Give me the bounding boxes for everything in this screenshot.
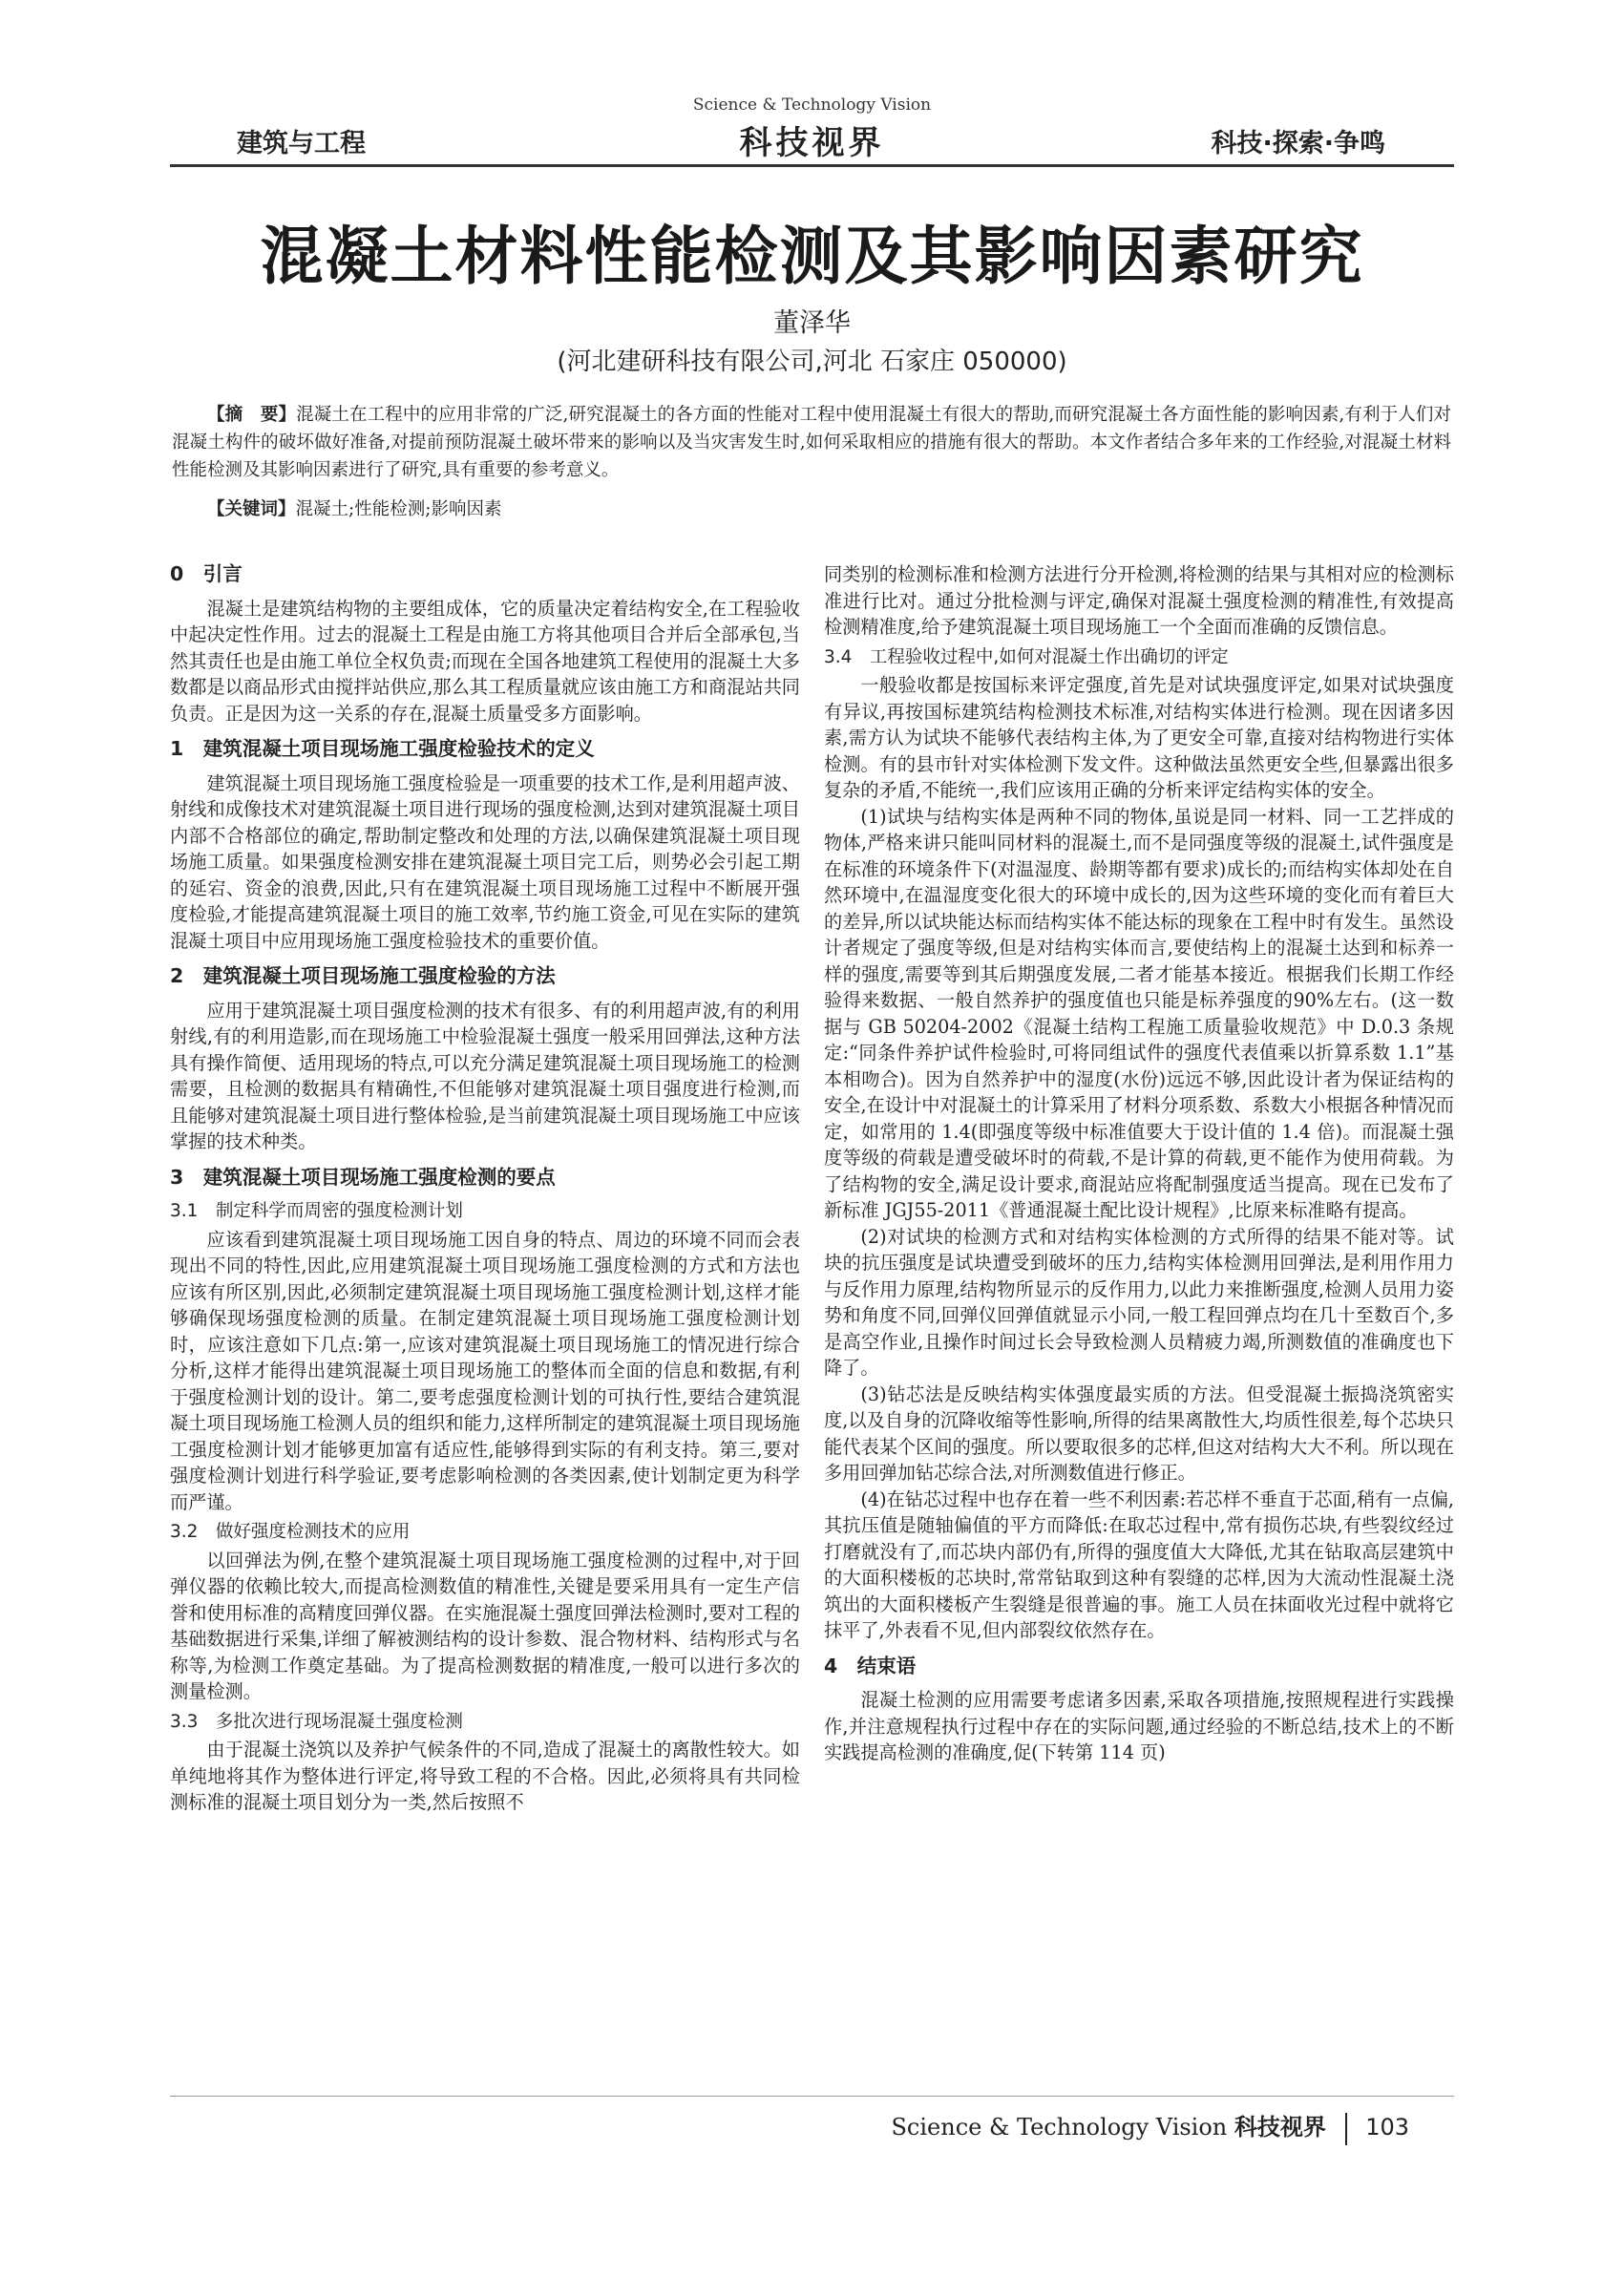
abstract-text: 混凝土在工程中的应用非常的广泛,研究混凝土的各方面的性能对工程中使用混凝土有很大的帮助,而研究混凝土各方面性能的影响因素,有利于人们对混凝土构件的破坏做好准备,对提前预防混凝土破坏带来的影响以及当灾害发生时,如何采取相应的措施有很大的帮助。本文作者结合多年来的工作经验,对混凝土材料性能检测及其影响因素进行了研究,具有重要的参考意义。 — [172, 405, 1451, 480]
paragraph: 混凝土检测的应用需要考虑诸多因素,采取各项措施,按照规程进行实践操作,并注意规程执行过程中存在的实际问题,通过经验的不断总结,技术上的不断实践提高检测的准确度,促(下转第 114 页) — [824, 1689, 1454, 1763]
paragraph: 一般验收都是按国标来评定强度,首先是对试块强度评定,如果对试块强度有异议,再按国标建筑结构检测技术标准,对结构实体进行检测。现在因诸多因素,需方认为试块不能够代表结构主体,为了更安全可靠,直接对结构物进行实体检测。有的县市针对实体检测下发文件。这种做法虽然更安全些,但暴露出很多复杂的矛盾,不能统一,我们应该用正确的分析来评定结构实体的安全。 — [824, 674, 1454, 801]
section-heading: 2 建筑混凝土项目现场施工强度检验的方法 — [170, 964, 556, 987]
paragraph: 应该看到建筑混凝土项目现场施工因自身的特点、周边的环境不同而会表现出不同的特性,因此,应用建筑混凝土项目现场施工强度检测的方式和方法也应该有所区别,因此,必须制定建筑混凝土项目现场施工强度检测计划,这样才能够确保现场强度检测的质量。在制定建筑混凝土项目现场施工强度检测计划时，应该注意如下几点:第一,应该对建筑混凝土项目现场施工的情况进行综合分析,这样才能得出建筑混凝土项目现场施工的整体而全面的信息和数据,有利于强度检测计划的设计。第二,要考虑强度检测计划的可执行性,要结合建筑混凝土项目现场施工检测人员的组织和能力,这样所制定的建筑混凝土项目现场施工强度检测计划才能够更加富有适应性,能够得到实际的有利支持。第三,要对强度检测计划进行科学验证,要考虑影响检测的各类因素,使计划制定更为科学而严谨。 — [170, 1228, 800, 1513]
header-journal-cn: 科技视界 — [739, 124, 885, 162]
paragraph: (2)对试块的检测方式和对结构实体检测的方式所得的结果不能对等。试块的抗压强度是试块遭受到破坏的压力,结构实体检测用回弹法,是利用作用力与反作用力原理,结构物所显示的反作用力,以此力来推断强度,检测人员用力姿势和角度不同,回弹仪回弹值就显示小同,一般工程回弹点均在几十至数百个,多是高空作业,且操作时间过长会导致检测人员精疲力竭,所测数值的准确度也下降了。 — [824, 1225, 1454, 1379]
page-footer — [891, 2108, 1409, 2145]
paragraph: (3)钻芯法是反映结构实体强度最实质的方法。但受混凝土振捣浇筑密实度,以及自身的沉降收缩等性影响,所得的结果离散性大,均质性很差,每个芯块只能代表某个区间的强度。所以要取很多的芯样,但这对结构大大不利。所以现在多用回弹加钻芯综合法,对所测数值进行修正。 — [824, 1382, 1454, 1484]
footer-rule — [170, 2096, 1454, 2097]
keywords — [172, 496, 1451, 523]
header-journal-en: Science & Technology Vision — [692, 95, 932, 115]
paragraph: 应用于建筑混凝土项目强度检测的技术有很多、有的利用超声波,有的利用射线,有的利用造影,而在现场施工中检验混凝土强度一般采用回弹法,这种方法具有操作简便、适用现场的特点,可以充分满足建筑混凝土项目现场施工的检测需要，且检测的数据具有精确性,不但能够对建筑混凝土项目强度进行检测,而且能够对建筑混凝土项目进行整体检验,是当前建筑混凝土项目现场施工中应该掌握的技术种类。 — [170, 999, 800, 1152]
keywords-text: 混凝土;性能检测;影响因素 — [295, 499, 502, 519]
header-rule — [170, 164, 1454, 167]
paragraph: 以回弹法为例,在整个建筑混凝土项目现场施工强度检测的过程中,对于回弹仪器的依赖比较大,而提高检测数值的精准性,关键是要采用具有一定生产信誉和使用标准的高精度回弹仪器。在实施混凝土强度回弹法检测时,要对工程的基础数据进行采集,详细了解被测结构的设计参数、混合物材料、结构形式与名称等,为检测工作奠定基础。为了提高检测数据的精准度,一般可以进行多次的测量检测。 — [170, 1549, 800, 1702]
section-heading: 0 引言 — [170, 562, 243, 585]
paragraph: 混凝土是建筑结构物的主要组成体，它的质量决定着结构安全,在工程验收中起决定性作用。过去的混凝土工程是由施工方将其他项目合并后全部承包,当然其责任也是由施工单位全权负责;而现在全国各地建筑工程使用的混凝土大多数都是以商品形式由搅拌站供应,那么其工程质量就应该由施工方和商混站共同负责。正是因为这一关系的存在,混凝土质量受多方面影响。 — [170, 597, 800, 725]
right-column — [824, 561, 1454, 1766]
paragraph: 建筑混凝土项目现场施工强度检验是一项重要的技术工作,是利用超声波、射线和成像技术对建筑混凝土项目进行现场的强度检测,达到对建筑混凝土项目内部不合格部位的确定,帮助制定整改和处理的方法,以确保建筑混凝土项目现场施工质量。如果强度检测安排在建筑混凝土项目完工后，则势必会引起工期的延宕、资金的浪费,因此,只有在建筑混凝土项目现场施工过程中不断展开强度检验,才能提高建筑混凝土项目的施工效率,节约施工资金,可见在实际的建筑混凝土项目中应用现场施工强度检验技术的重要价值。 — [170, 771, 800, 952]
abstract-label: 【摘 要】 — [207, 405, 297, 425]
header-section: 建筑与工程 — [237, 129, 366, 158]
subsection-heading: 3.2 做好强度检测技术的应用 — [170, 1522, 411, 1542]
abstract — [172, 401, 1451, 484]
section-heading: 4 结束语 — [824, 1654, 917, 1677]
keywords-label: 【关键词】 — [207, 499, 296, 519]
author: 董泽华 — [773, 308, 851, 338]
section-heading: 3 建筑混凝土项目现场施工强度检测的要点 — [170, 1165, 556, 1189]
paragraph: (4)在钻芯过程中也存在着一些不利因素:若芯样不垂直于芯面,稍有一点偏,其抗压值是随轴偏值的平方而降低:在取芯过程中,常有损伤芯块,有些裂纹经过打磨就没有了,而芯块内部仍有,所得的强度值大大降低,尤其在钻取高层建筑中的大面积楼板的芯块时,常常钻取到这种有裂缝的芯样,因为大流动性混凝土浇筑出的大面积楼板产生裂缝是很普遍的事。施工人员在抹面收光过程中就将它抹平了,外表看不见,但内部裂纹依然存在。 — [824, 1487, 1454, 1641]
paragraph: 同类别的检测标准和检测方法进行分开检测,将检测的结果与其相对应的检测标准进行比对。通过分批检测与评定,确保对混凝土强度检测的精准性,有效提高检测精准度,给予建筑混凝土项目现场施工一个全面而准确的反馈信息。 — [824, 563, 1454, 638]
footer-journal-en: Science & Technology Vision — [891, 2114, 1228, 2141]
paragraph: 由于混凝土浇筑以及养护气候条件的不同,造成了混凝土的离散性较大。如单纯地将其作为整体进行评定,将导致工程的不合格。因此,必须将具有共同检测标准的混凝土项目划分为一类,然后按照不 — [170, 1739, 800, 1813]
footer-journal-cn: 科技视界 — [1234, 2114, 1326, 2141]
left-column — [170, 561, 800, 1816]
article-title: 混凝土材料性能检测及其影响因素研究 — [260, 219, 1364, 293]
section-heading: 1 建筑混凝土项目现场施工强度检验技术的定义 — [170, 737, 595, 760]
footer-separator — [1345, 2113, 1347, 2145]
subsection-heading: 3.3 多批次进行现场混凝土强度检测 — [170, 1711, 463, 1732]
header-column-tag: 科技·探索·争鸣 — [1211, 129, 1385, 158]
subsection-heading: 3.1 制定科学而周密的强度检测计划 — [170, 1201, 463, 1221]
affiliation: (河北建研科技有限公司,河北 石家庄 050000) — [557, 348, 1067, 376]
paragraph: (1)试块与结构实体是两种不同的物体,虽说是同一材料、同一工艺拌成的物体,严格来讲只能叫同材料的混凝土,而不是同强度等级的混凝土,试件强度是在标准的环境条件下(对温湿度、龄期等都有要求)成长的;而结构实体却处在自然环境中,在温湿度变化很大的环境中成长的,因为这些环境的变化而有着巨大的差异,所以试块能达标而结构实体不能达标的现象在工程中时有发生。虽然设计者规定了强度等级,但是对结构实体而言,要使结构上的混凝土达到和标养一样的强度,需要等到其后期强度发展,二者才能基本接近。根据我们长期工作经验得来数据、一般自然养护的强度值也只能是标养强度的90%左右。(这一数据与 GB 50204-2002《混凝土结构工程施工质量验收规范》中 D.0.3 条规定:“同条件养护试件检验时,可将同组试件的强度代表值乘以折算系数 1.1”基本相吻合)。因为自然养护中的湿度(水份)远远不够,因此设计者为保证结构的安全,在设计中对混凝土的计算采用了材料分项系数、系数大小根据各种情况而定，如常用的 1.4(即强度等级中标准值要大于设计值的 1.4 倍)。而混凝土强度等级的荷载是遭受破坏时的荷载,不是计算的荷载,更不能作为使用荷载。为了结构物的安全,满足设计要求,商混站应将配制强度适当提高。现在已发布了新标准 JGJ55-2011《普通混凝土配比设计规程》,比原来标准略有提高。 — [824, 805, 1454, 1221]
page-number: 103 — [1365, 2114, 1409, 2141]
subsection-heading: 3.4 工程验收过程中,如何对混凝土作出确切的评定 — [824, 646, 1229, 667]
